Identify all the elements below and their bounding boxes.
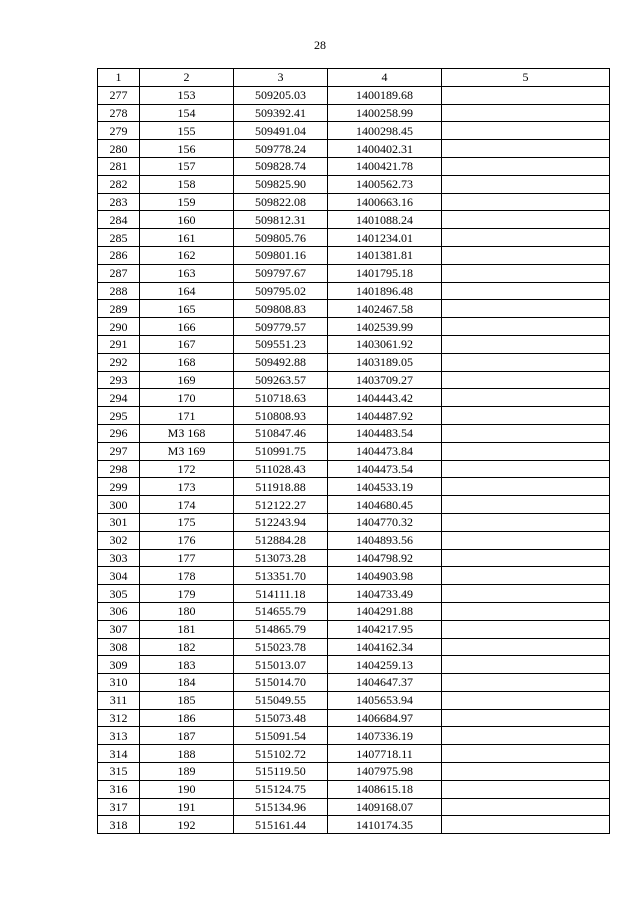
point-number-cell: 190 — [140, 780, 234, 798]
table-row — [98, 656, 610, 674]
table-row — [98, 407, 610, 425]
x-coordinate-cell: 509392.41 — [234, 104, 328, 122]
point-number-cell: 159 — [140, 193, 234, 211]
notes-cell — [442, 745, 610, 763]
table-row — [98, 513, 610, 531]
point-number-cell: 166 — [140, 318, 234, 336]
x-coordinate-cell: 509795.02 — [234, 282, 328, 300]
y-coordinate-cell: 1400663.16 — [328, 193, 442, 211]
y-coordinate-cell: 1407336.19 — [328, 727, 442, 745]
point-number-cell: 178 — [140, 567, 234, 585]
y-coordinate-cell: 1400258.99 — [328, 104, 442, 122]
notes-cell — [442, 211, 610, 229]
table-row — [98, 300, 610, 318]
row-number-cell: 305 — [98, 585, 140, 603]
table-row — [98, 389, 610, 407]
y-coordinate-cell: 1404217.95 — [328, 620, 442, 638]
page-number: 28 — [314, 38, 326, 52]
x-coordinate-cell: 509801.16 — [234, 246, 328, 264]
table-row — [98, 567, 610, 585]
notes-cell — [442, 709, 610, 727]
point-number-cell: 169 — [140, 371, 234, 389]
table-row — [98, 86, 610, 104]
point-number-cell: 160 — [140, 211, 234, 229]
column-header-2: 2 — [140, 69, 234, 87]
table-row — [98, 442, 610, 460]
x-coordinate-cell: 510718.63 — [234, 389, 328, 407]
row-number-cell: 281 — [98, 157, 140, 175]
notes-cell — [442, 727, 610, 745]
notes-cell — [442, 585, 610, 603]
y-coordinate-cell: 1404733.49 — [328, 585, 442, 603]
table-row — [98, 709, 610, 727]
x-coordinate-cell: 515134.96 — [234, 798, 328, 816]
point-number-cell: 174 — [140, 496, 234, 514]
point-number-cell: 177 — [140, 549, 234, 567]
point-number-cell: 182 — [140, 638, 234, 656]
y-coordinate-cell: 1401795.18 — [328, 264, 442, 282]
notes-cell — [442, 122, 610, 140]
notes-cell — [442, 549, 610, 567]
table-row — [98, 104, 610, 122]
row-number-cell: 286 — [98, 246, 140, 264]
table-row — [98, 727, 610, 745]
table-row — [98, 282, 610, 300]
table-row — [98, 140, 610, 158]
table-row — [98, 496, 610, 514]
notes-cell — [442, 513, 610, 531]
notes-cell — [442, 798, 610, 816]
point-number-cell: 188 — [140, 745, 234, 763]
column-header-1: 1 — [98, 69, 140, 87]
y-coordinate-cell: 1404483.54 — [328, 424, 442, 442]
point-number-cell: 192 — [140, 816, 234, 834]
row-number-cell: 298 — [98, 460, 140, 478]
x-coordinate-cell: 515161.44 — [234, 816, 328, 834]
x-coordinate-cell: 514655.79 — [234, 602, 328, 620]
row-number-cell: 304 — [98, 567, 140, 585]
row-number-cell: 292 — [98, 353, 140, 371]
x-coordinate-cell: 515102.72 — [234, 745, 328, 763]
row-number-cell: 317 — [98, 798, 140, 816]
row-number-cell: 302 — [98, 531, 140, 549]
point-number-cell: 162 — [140, 246, 234, 264]
point-number-cell: 161 — [140, 229, 234, 247]
notes-cell — [442, 763, 610, 781]
notes-cell — [442, 246, 610, 264]
y-coordinate-cell: 1404680.45 — [328, 496, 442, 514]
y-coordinate-cell: 1404162.34 — [328, 638, 442, 656]
table-row — [98, 424, 610, 442]
point-number-cell: 191 — [140, 798, 234, 816]
row-number-cell: 307 — [98, 620, 140, 638]
notes-cell — [442, 353, 610, 371]
y-coordinate-cell: 1401381.81 — [328, 246, 442, 264]
notes-cell — [442, 478, 610, 496]
notes-cell — [442, 638, 610, 656]
point-number-cell: 184 — [140, 674, 234, 692]
x-coordinate-cell: 515049.55 — [234, 691, 328, 709]
row-number-cell: 297 — [98, 442, 140, 460]
table-row — [98, 335, 610, 353]
point-number-cell: 154 — [140, 104, 234, 122]
x-coordinate-cell: 515124.75 — [234, 780, 328, 798]
x-coordinate-cell: 509551.23 — [234, 335, 328, 353]
y-coordinate-cell: 1401896.48 — [328, 282, 442, 300]
point-number-cell: 168 — [140, 353, 234, 371]
y-coordinate-cell: 1402467.58 — [328, 300, 442, 318]
x-coordinate-cell: 509492.88 — [234, 353, 328, 371]
y-coordinate-cell: 1404533.19 — [328, 478, 442, 496]
x-coordinate-cell: 512122.27 — [234, 496, 328, 514]
table-row — [98, 318, 610, 336]
notes-cell — [442, 691, 610, 709]
table-row — [98, 816, 610, 834]
row-number-cell: 279 — [98, 122, 140, 140]
row-number-cell: 290 — [98, 318, 140, 336]
notes-cell — [442, 264, 610, 282]
y-coordinate-cell: 1400298.45 — [328, 122, 442, 140]
point-number-cell: 185 — [140, 691, 234, 709]
row-number-cell: 314 — [98, 745, 140, 763]
point-number-cell: 164 — [140, 282, 234, 300]
row-number-cell: 306 — [98, 602, 140, 620]
point-number-cell: 189 — [140, 763, 234, 781]
row-number-cell: 311 — [98, 691, 140, 709]
y-coordinate-cell: 1403189.05 — [328, 353, 442, 371]
y-coordinate-cell: 1407718.11 — [328, 745, 442, 763]
notes-cell — [442, 193, 610, 211]
point-number-cell: 171 — [140, 407, 234, 425]
table-row — [98, 122, 610, 140]
x-coordinate-cell: 515091.54 — [234, 727, 328, 745]
notes-cell — [442, 175, 610, 193]
x-coordinate-cell: 515023.78 — [234, 638, 328, 656]
table-row — [98, 763, 610, 781]
row-number-cell: 289 — [98, 300, 140, 318]
y-coordinate-cell: 1404443.42 — [328, 389, 442, 407]
point-number-cell: МЗ 168 — [140, 424, 234, 442]
table-row — [98, 602, 610, 620]
y-coordinate-cell: 1402539.99 — [328, 318, 442, 336]
y-coordinate-cell: 1400189.68 — [328, 86, 442, 104]
row-number-cell: 280 — [98, 140, 140, 158]
x-coordinate-cell: 509797.67 — [234, 264, 328, 282]
notes-cell — [442, 424, 610, 442]
table-body — [98, 86, 610, 833]
y-coordinate-cell: 1401234.01 — [328, 229, 442, 247]
notes-cell — [442, 86, 610, 104]
notes-cell — [442, 335, 610, 353]
row-number-cell: 284 — [98, 211, 140, 229]
notes-cell — [442, 318, 610, 336]
x-coordinate-cell: 509822.08 — [234, 193, 328, 211]
notes-cell — [442, 140, 610, 158]
x-coordinate-cell: 510808.93 — [234, 407, 328, 425]
x-coordinate-cell: 510991.75 — [234, 442, 328, 460]
column-header-5: 5 — [442, 69, 610, 87]
y-coordinate-cell: 1404903.98 — [328, 567, 442, 585]
table-row — [98, 549, 610, 567]
table-row — [98, 620, 610, 638]
table-row — [98, 229, 610, 247]
x-coordinate-cell: 509812.31 — [234, 211, 328, 229]
table-row — [98, 531, 610, 549]
y-coordinate-cell: 1400402.31 — [328, 140, 442, 158]
notes-cell — [442, 104, 610, 122]
row-number-cell: 293 — [98, 371, 140, 389]
x-coordinate-cell: 509778.24 — [234, 140, 328, 158]
y-coordinate-cell: 1408615.18 — [328, 780, 442, 798]
x-coordinate-cell: 514865.79 — [234, 620, 328, 638]
y-coordinate-cell: 1404291.88 — [328, 602, 442, 620]
point-number-cell: 158 — [140, 175, 234, 193]
row-number-cell: 296 — [98, 424, 140, 442]
point-number-cell: 181 — [140, 620, 234, 638]
y-coordinate-cell: 1410174.35 — [328, 816, 442, 834]
point-number-cell: 175 — [140, 513, 234, 531]
table-row — [98, 745, 610, 763]
notes-cell — [442, 602, 610, 620]
notes-cell — [442, 816, 610, 834]
table-row — [98, 674, 610, 692]
x-coordinate-cell: 510847.46 — [234, 424, 328, 442]
table-row — [98, 175, 610, 193]
point-number-cell: МЗ 169 — [140, 442, 234, 460]
y-coordinate-cell: 1401088.24 — [328, 211, 442, 229]
point-number-cell: 173 — [140, 478, 234, 496]
table-row — [98, 211, 610, 229]
table-row — [98, 157, 610, 175]
notes-cell — [442, 229, 610, 247]
y-coordinate-cell: 1404487.92 — [328, 407, 442, 425]
table-row — [98, 460, 610, 478]
y-coordinate-cell: 1404259.13 — [328, 656, 442, 674]
table-row — [98, 246, 610, 264]
x-coordinate-cell: 509205.03 — [234, 86, 328, 104]
y-coordinate-cell: 1403061.92 — [328, 335, 442, 353]
notes-cell — [442, 407, 610, 425]
x-coordinate-cell: 515013.07 — [234, 656, 328, 674]
row-number-cell: 313 — [98, 727, 140, 745]
y-coordinate-cell: 1404770.32 — [328, 513, 442, 531]
point-number-cell: 186 — [140, 709, 234, 727]
point-number-cell: 172 — [140, 460, 234, 478]
row-number-cell: 308 — [98, 638, 140, 656]
x-coordinate-cell: 513351.70 — [234, 567, 328, 585]
x-coordinate-cell: 515014.70 — [234, 674, 328, 692]
row-number-cell: 285 — [98, 229, 140, 247]
table-row — [98, 638, 610, 656]
point-number-cell: 170 — [140, 389, 234, 407]
y-coordinate-cell: 1404473.84 — [328, 442, 442, 460]
table-row — [98, 478, 610, 496]
point-number-cell: 155 — [140, 122, 234, 140]
table-row — [98, 353, 610, 371]
table-row — [98, 585, 610, 603]
notes-cell — [442, 567, 610, 585]
row-number-cell: 315 — [98, 763, 140, 781]
row-number-cell: 287 — [98, 264, 140, 282]
y-coordinate-cell: 1400562.73 — [328, 175, 442, 193]
column-header-3: 3 — [234, 69, 328, 87]
notes-cell — [442, 656, 610, 674]
row-number-cell: 299 — [98, 478, 140, 496]
x-coordinate-cell: 512884.28 — [234, 531, 328, 549]
y-coordinate-cell: 1403709.27 — [328, 371, 442, 389]
y-coordinate-cell: 1404473.54 — [328, 460, 442, 478]
point-number-cell: 183 — [140, 656, 234, 674]
y-coordinate-cell: 1404798.92 — [328, 549, 442, 567]
row-number-cell: 303 — [98, 549, 140, 567]
point-number-cell: 187 — [140, 727, 234, 745]
table-row — [98, 798, 610, 816]
row-number-cell: 282 — [98, 175, 140, 193]
table-row — [98, 264, 610, 282]
row-number-cell: 300 — [98, 496, 140, 514]
point-number-cell: 153 — [140, 86, 234, 104]
table-row — [98, 691, 610, 709]
notes-cell — [442, 389, 610, 407]
x-coordinate-cell: 512243.94 — [234, 513, 328, 531]
y-coordinate-cell: 1409168.07 — [328, 798, 442, 816]
y-coordinate-cell: 1400421.78 — [328, 157, 442, 175]
point-number-cell: 176 — [140, 531, 234, 549]
x-coordinate-cell: 509491.04 — [234, 122, 328, 140]
table-row — [98, 371, 610, 389]
row-number-cell: 301 — [98, 513, 140, 531]
row-number-cell: 291 — [98, 335, 140, 353]
table-row — [98, 780, 610, 798]
notes-cell — [442, 371, 610, 389]
table-row — [98, 193, 610, 211]
x-coordinate-cell: 515119.50 — [234, 763, 328, 781]
x-coordinate-cell: 509825.90 — [234, 175, 328, 193]
row-number-cell: 318 — [98, 816, 140, 834]
row-number-cell: 312 — [98, 709, 140, 727]
notes-cell — [442, 496, 610, 514]
row-number-cell: 310 — [98, 674, 140, 692]
point-number-cell: 167 — [140, 335, 234, 353]
notes-cell — [442, 282, 610, 300]
x-coordinate-cell: 509779.57 — [234, 318, 328, 336]
x-coordinate-cell: 514111.18 — [234, 585, 328, 603]
row-number-cell: 295 — [98, 407, 140, 425]
point-number-cell: 180 — [140, 602, 234, 620]
x-coordinate-cell: 509263.57 — [234, 371, 328, 389]
notes-cell — [442, 460, 610, 478]
point-number-cell: 157 — [140, 157, 234, 175]
table-header-row — [98, 69, 610, 87]
notes-cell — [442, 780, 610, 798]
x-coordinate-cell: 511918.88 — [234, 478, 328, 496]
point-number-cell: 156 — [140, 140, 234, 158]
point-number-cell: 179 — [140, 585, 234, 603]
row-number-cell: 288 — [98, 282, 140, 300]
notes-cell — [442, 620, 610, 638]
row-number-cell: 316 — [98, 780, 140, 798]
notes-cell — [442, 674, 610, 692]
x-coordinate-cell: 509808.83 — [234, 300, 328, 318]
point-number-cell: 163 — [140, 264, 234, 282]
row-number-cell: 294 — [98, 389, 140, 407]
coordinates-table — [97, 68, 610, 834]
point-number-cell: 165 — [140, 300, 234, 318]
y-coordinate-cell: 1404647.37 — [328, 674, 442, 692]
x-coordinate-cell: 515073.48 — [234, 709, 328, 727]
x-coordinate-cell: 509805.76 — [234, 229, 328, 247]
y-coordinate-cell: 1406684.97 — [328, 709, 442, 727]
column-header-4: 4 — [328, 69, 442, 87]
notes-cell — [442, 157, 610, 175]
notes-cell — [442, 531, 610, 549]
row-number-cell: 278 — [98, 104, 140, 122]
row-number-cell: 283 — [98, 193, 140, 211]
notes-cell — [442, 300, 610, 318]
y-coordinate-cell: 1407975.98 — [328, 763, 442, 781]
row-number-cell: 309 — [98, 656, 140, 674]
x-coordinate-cell: 511028.43 — [234, 460, 328, 478]
y-coordinate-cell: 1404893.56 — [328, 531, 442, 549]
row-number-cell: 277 — [98, 86, 140, 104]
x-coordinate-cell: 509828.74 — [234, 157, 328, 175]
notes-cell — [442, 442, 610, 460]
x-coordinate-cell: 513073.28 — [234, 549, 328, 567]
y-coordinate-cell: 1405653.94 — [328, 691, 442, 709]
